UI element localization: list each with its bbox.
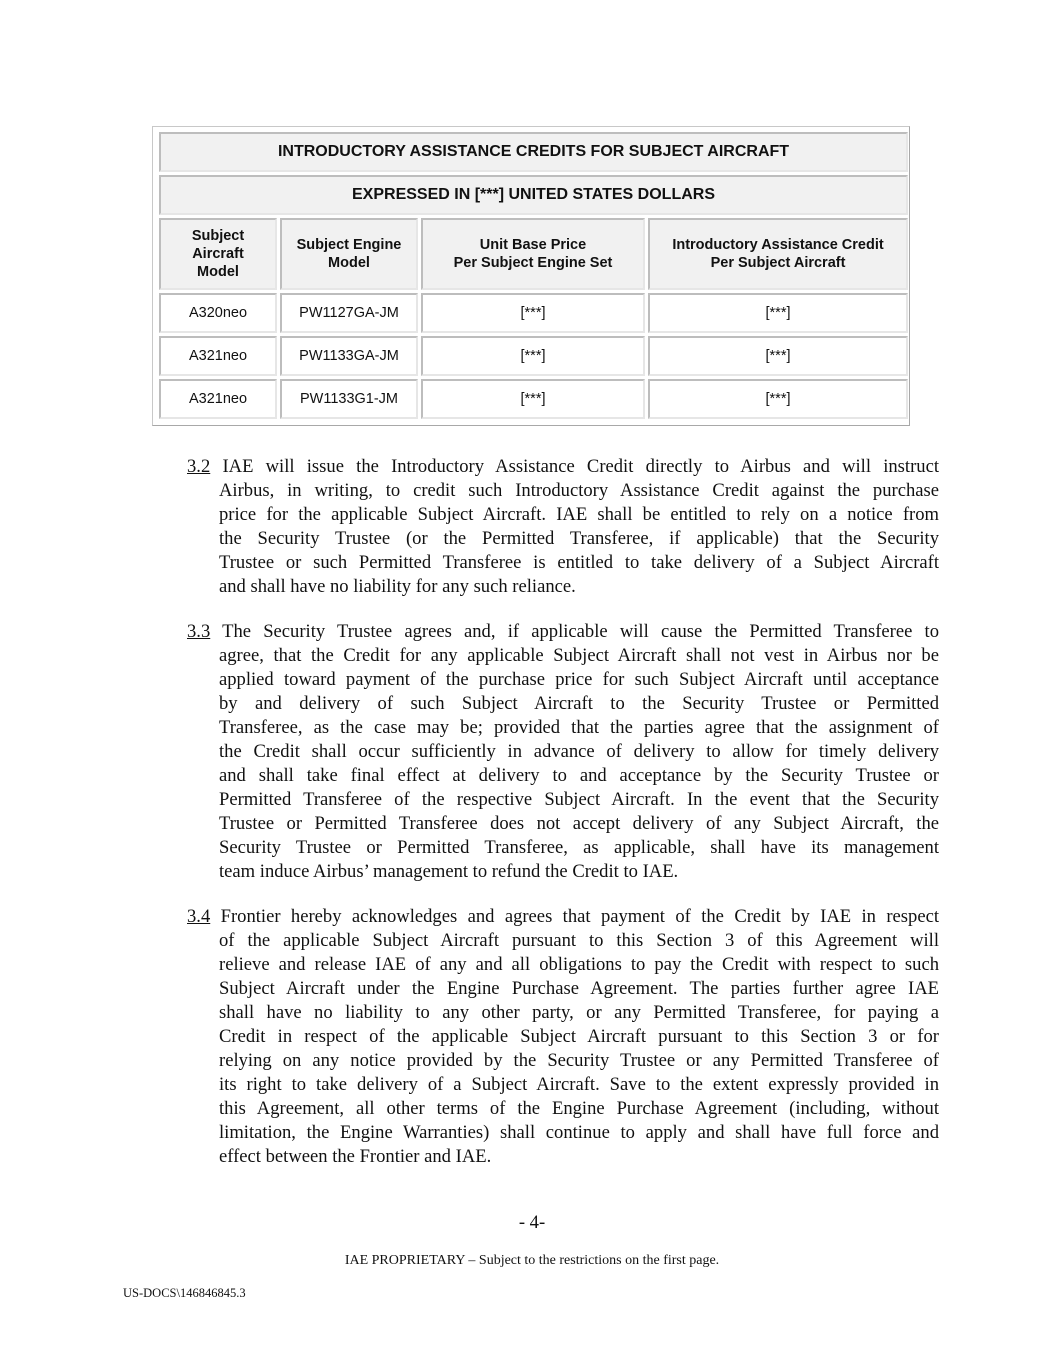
text-line: and shall take final effect at delivery to and acceptance by the Security Trustee or [219, 765, 939, 786]
text-line: applied toward payment of the purchase price for such Subject Aircraft until acceptance [219, 669, 939, 690]
table-title: INTRODUCTORY ASSISTANCE CREDITS FOR SUBJECT AIRCRAFT [159, 132, 908, 172]
cell-assistance-credit: [***] [648, 293, 908, 333]
text-line: by and delivery of such Subject Aircraft to the Security Trustee or Permitted [219, 693, 939, 714]
section-3-2 [187, 455, 939, 599]
proprietary-notice: IAE PROPRIETARY – Subject to the restrictions on the first page. [344, 1253, 720, 1268]
table-subtitle: EXPRESSED IN [***] UNITED STATES DOLLARS [159, 175, 908, 215]
cell-assistance-credit: [***] [648, 336, 908, 376]
header-text: Model [197, 264, 239, 280]
text-line: The Security Trustee agrees and, if applicable will cause the Permitted Transferee to [210, 621, 939, 642]
text-line: relying on any notice provided by the Security Trustee or any Permitted Transferee of [219, 1050, 939, 1071]
text-line: effect between the Frontier and IAE. [219, 1146, 492, 1167]
column-header-engine-model [280, 218, 418, 290]
cell-engine-model: PW1133GA-JM [280, 336, 418, 376]
text-line: Permitted Transferee of the respective Subject Aircraft. In the event that the Security [219, 789, 939, 810]
text-line: Security Trustee or Permitted Transferee, as applicable, shall have its management [219, 837, 939, 858]
document-id: US-DOCS\146846845.3 [123, 1286, 246, 1300]
text-line: Credit in respect of the applicable Subject Aircraft pursuant to this Section 3 or for [219, 1026, 939, 1047]
header-text: Subject Engine [296, 237, 402, 253]
page-number: - 4- [518, 1212, 546, 1233]
text-line: the Security Trustee (or the Permitted Transferee, if applicable) that the Security [219, 528, 939, 549]
text-line: team induce Airbus’ management to refund the Credit to IAE. [219, 861, 679, 882]
section-number: 3.3 [187, 621, 211, 642]
text-line: Frontier hereby acknowledges and agrees that payment of the Credit by IAE in respect [210, 906, 939, 927]
text-line: this Agreement, all other terms of the Engine Purchase Agreement (including, without [219, 1098, 939, 1119]
header-text: Per Subject Aircraft [710, 255, 846, 271]
header-text: Model [328, 255, 370, 271]
text-line: Trustee or Permitted Transferee does not accept delivery of any Subject Aircraft, the [219, 813, 939, 834]
credit-table-container [152, 126, 910, 426]
table-row [159, 336, 908, 376]
header-text: Introductory Assistance Credit [672, 237, 884, 253]
text-line: Subject Aircraft under the Engine Purchase Agreement. The parties further agree IAE [219, 978, 939, 999]
text-line: of the applicable Subject Aircraft pursuant to this Section 3 of this Agreement will [219, 930, 939, 951]
header-text: Subject [191, 228, 245, 244]
section-3-3 [187, 620, 939, 884]
text-line: the Credit shall occur sufficiently in advance of delivery to allow for timely delivery [219, 741, 939, 762]
text-line: shall have no liability to any other party, or any Permitted Transferee, for paying a [219, 1002, 939, 1023]
column-header-aircraft-model [159, 218, 277, 290]
text-line: Airbus, in writing, to credit such Introductory Assistance Credit against the purchase [219, 480, 939, 501]
column-header-unit-base-price [421, 218, 645, 290]
column-header-assistance-credit [648, 218, 908, 290]
section-3-4 [187, 905, 939, 1169]
header-text: Per Subject Engine Set [453, 255, 613, 271]
introductory-assistance-credits-table [156, 129, 911, 422]
cell-assistance-credit: [***] [648, 379, 908, 419]
table-row [159, 379, 908, 419]
text-line: agree, that the Credit for any applicable Subject Aircraft shall not vest in Airbus nor be [219, 645, 939, 666]
text-line: Trustee or such Permitted Transferee is entitled to take delivery of a Subject Aircraft [219, 552, 939, 573]
text-line: relieve and release IAE of any and all obligations to pay the Credit with respect to such [219, 954, 939, 975]
text-line: its right to take delivery of a Subject Aircraft. Save to the extent expressly provided in [219, 1074, 939, 1095]
table-row [159, 293, 908, 333]
cell-unit-base-price: [***] [421, 293, 645, 333]
text-line: IAE will issue the Introductory Assistance Credit directly to Airbus and will instruct [210, 456, 939, 477]
cell-unit-base-price: [***] [421, 379, 645, 419]
text-line: price for the applicable Subject Aircraft. IAE shall be entitled to rely on a notice from [219, 504, 939, 525]
section-number: 3.4 [187, 906, 211, 927]
cell-unit-base-price: [***] [421, 336, 645, 376]
section-number: 3.2 [187, 456, 211, 477]
header-text: Unit Base Price [479, 237, 587, 253]
text-line: Transferee, as the case may be; provided that the parties agree that the assignment of [219, 717, 939, 738]
text-line: limitation, the Engine Warranties) shall continue to apply and shall have full force and [219, 1122, 939, 1143]
cell-aircraft-model: A321neo [159, 379, 277, 419]
cell-aircraft-model: A320neo [159, 293, 277, 333]
cell-aircraft-model: A321neo [159, 336, 277, 376]
header-text: Aircraft [192, 246, 244, 262]
text-line: and shall have no liability for any such reliance. [219, 576, 576, 597]
cell-engine-model: PW1127GA-JM [280, 293, 418, 333]
cell-engine-model: PW1133G1-JM [280, 379, 418, 419]
